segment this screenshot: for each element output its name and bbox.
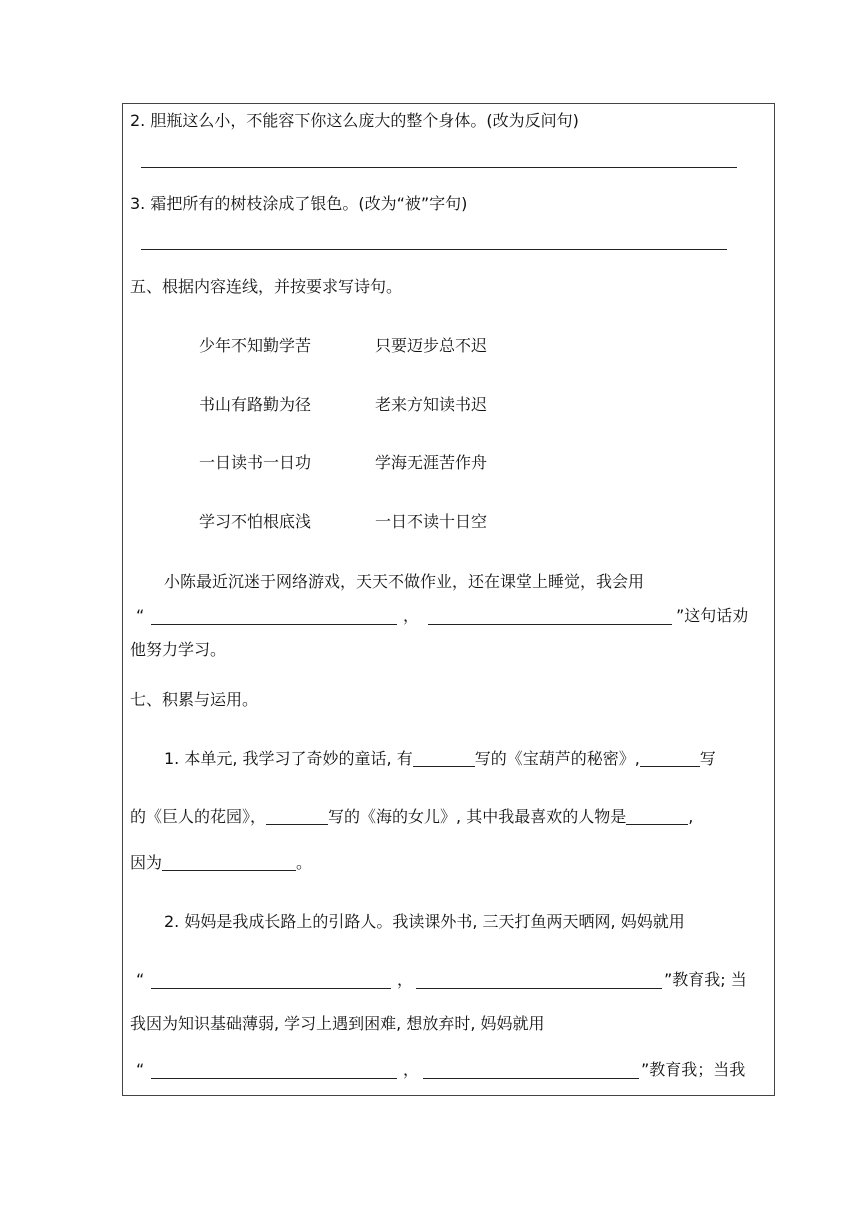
answer-line-bei[interactable] xyxy=(141,249,727,250)
scenario-blank-1[interactable] xyxy=(151,624,397,625)
scenario-end: 他努力学习。 xyxy=(130,640,227,659)
q1-text-g: 因为 xyxy=(130,853,163,872)
q2-blank-2[interactable] xyxy=(416,988,662,989)
q1-blank-author-2[interactable] xyxy=(640,750,700,767)
section-7-heading: 七、积累与运用。 xyxy=(130,690,259,709)
q2-open-quote-2: “ xyxy=(136,1060,145,1079)
answer-line-rhetorical[interactable] xyxy=(141,167,737,168)
q1-line-2 xyxy=(130,807,693,827)
scenario-blank-2[interactable] xyxy=(428,624,672,625)
q1-text-h: 。 xyxy=(296,853,313,872)
q2-line-1: 2. 妈妈是我成长路上的引路人。我读课外书, 三天打鱼两天晒网, 妈妈就用 xyxy=(164,912,685,931)
scenario-comma: ， xyxy=(403,606,420,625)
poem-left-2[interactable]: 书山有路勤为径 xyxy=(199,395,312,414)
q1-blank-character[interactable] xyxy=(626,808,688,825)
poem-left-3[interactable]: 一日读书一日功 xyxy=(199,453,312,472)
q2-tail-1: ”教育我; 当 xyxy=(664,970,747,989)
q1-text-d: 的《巨人的花园》， xyxy=(130,807,267,826)
question-rewrite-rhetorical: 2. 胆瓶这么小，不能容下你这么庞大的整个身体。(改为反问句) xyxy=(130,111,579,130)
q1-text-e: 写的《海的女儿》, 其中我最喜欢的人物是 xyxy=(328,807,627,826)
poem-left-1[interactable]: 少年不知勤学苦 xyxy=(199,336,312,355)
q2-blank-1[interactable] xyxy=(151,988,391,989)
q2-blank-4[interactable] xyxy=(423,1078,639,1079)
q2-tail-2: ”教育我；当我 xyxy=(641,1060,746,1079)
section-5-heading: 五、根据内容连线，并按要求写诗句。 xyxy=(130,277,403,296)
q1-text-f: , xyxy=(688,807,694,826)
q1-blank-author-3[interactable] xyxy=(266,808,328,825)
poem-right-4[interactable]: 一日不读十日空 xyxy=(375,512,488,531)
poem-right-1[interactable]: 只要迈步总不迟 xyxy=(375,336,488,355)
poem-right-3[interactable]: 学海无涯苦作舟 xyxy=(375,453,488,472)
q1-text-c: 写 xyxy=(699,749,716,768)
worksheet-frame xyxy=(122,103,775,1096)
poem-right-2[interactable]: 老来方知读书迟 xyxy=(375,395,488,414)
q2-blank-3[interactable] xyxy=(151,1078,397,1079)
q2-comma-2: ， xyxy=(403,1060,420,1079)
poem-left-4[interactable]: 学习不怕根底浅 xyxy=(199,512,312,531)
scenario-tail: ”这句话劝 xyxy=(676,606,749,625)
q2-line-3: 我因为知识基础薄弱, 学习上遇到困难, 想放弃时, 妈妈就用 xyxy=(130,1014,545,1033)
q1-line-1 xyxy=(164,749,716,769)
q1-text-b: 写的《宝葫芦的秘密》, xyxy=(474,749,640,768)
q1-blank-author-1[interactable] xyxy=(413,750,475,767)
scenario-open-quote: “ xyxy=(136,606,145,625)
q1-text-a: 1. 本单元, 我学习了奇妙的童话, 有 xyxy=(164,749,413,768)
question-rewrite-bei: 3. 霜把所有的树枝涂成了银色。(改为“被”字句) xyxy=(130,194,468,213)
q1-blank-reason[interactable] xyxy=(162,854,296,871)
q1-line-3 xyxy=(130,853,312,873)
q2-open-quote-1: “ xyxy=(136,970,145,989)
q2-comma-1: ， xyxy=(397,970,414,989)
scenario-text: 小陈最近沉迷于网络游戏，天天不做作业，还在课堂上睡觉，我会用 xyxy=(164,572,645,591)
